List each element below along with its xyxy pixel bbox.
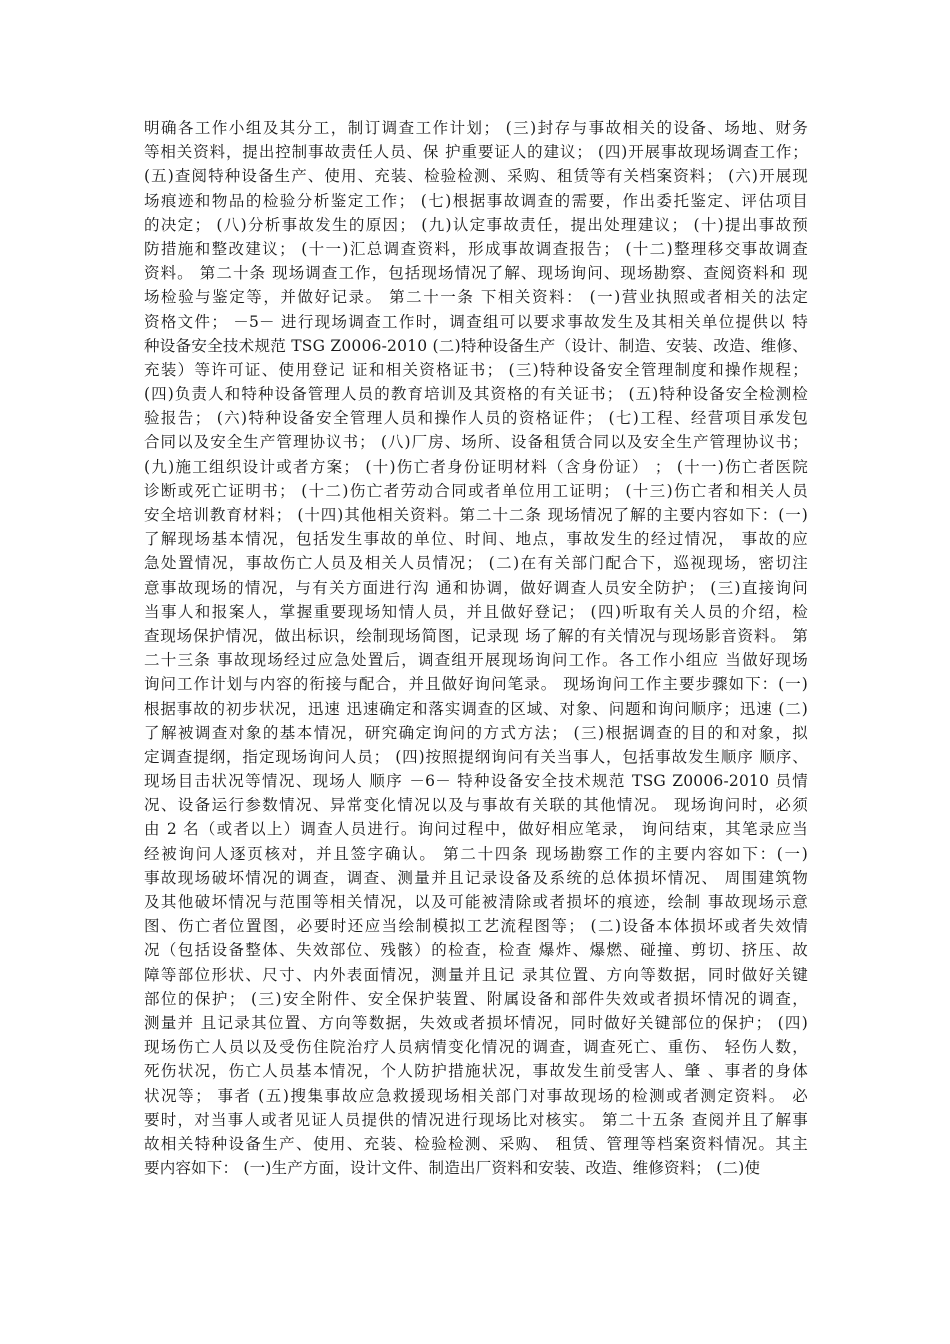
text-line: 状况等； 事者 (五)搜集事故应急救援现场相关部门对事故现场的检测或者测定资料。 必 — [144, 1086, 808, 1105]
text-line: 种设备安全技术规范 TSG Z0006-2010 (二)特种设备生产（设计、制造、安装、改造、维修、 — [144, 336, 808, 355]
text-line: 况、设备运行参数情况、异常变化情况以及与事故有关联的其他情况。 现场询问时，必须 — [144, 796, 808, 815]
text-line: 死伤状况，伤亡人员基本情况，个人防护措施状况，事故发生前受害人、肇 、事者的身体 — [144, 1062, 808, 1081]
text-line: 现场伤亡人员以及受伤住院治疗人员病情变化情况的调查，调查死亡、重伤、 轻伤人数， — [144, 1038, 808, 1057]
text-line: 了解现场基本情况，包括发生事故的单位、时间、地点，事故发生的经过情况， 事故的应 — [144, 530, 808, 549]
text-line: 合同以及安全生产管理协议书； (八)厂房、场所、设备租赁合同以及安全生产管理协议书； — [144, 433, 808, 452]
text-line: 二十三条 事故现场经过应急处置后，调查组开展现场询问工作。各工作小组应 当做好现场 — [144, 651, 808, 670]
text-line: 场痕迹和物品的检验分析鉴定工作； (七)根据事故调查的需要，作出委托鉴定、评估项目 — [144, 191, 808, 210]
text-line: 定调查提纲，指定现场询问人员； (四)按照提纲询问有关当事人，包括事故发生顺序 顺序、 — [144, 747, 808, 766]
text-line: 诊断或死亡证明书； (十二)伤亡者劳动合同或者单位用工证明； (十三)伤亡者和相关人员 — [144, 481, 808, 500]
text-line: 等相关资料，提出控制事故责任人员、保 护重要证人的建议； (四)开展事故现场调查工作； — [144, 143, 808, 162]
text-line: 验报告； (六)特种设备安全管理人员和操作人员的资格证件； (七)工程、经营项目承发包 — [144, 409, 808, 428]
text-line: 意事故现场的情况，与有关方面进行沟 通和协调，做好调查人员安全防护； (三)直接询问 — [144, 578, 808, 597]
text-line: 故相关特种设备生产、使用、充装、检验检测、采购、 租赁、管理等档案资料情况。其主 — [144, 1134, 808, 1153]
text-line: 经被询问人逐页核对，并且签字确认。 第二十四条 现场勘察工作的主要内容如下：(一) — [144, 844, 808, 863]
text-line: 急处置情况，事故伤亡人员及相关人员情况； (二)在有关部门配合下，巡视现场，密切注 — [144, 554, 808, 573]
text-line: 防措施和整改建议； (十一)汇总调查资料，形成事故调查报告； (十二)整理移交事故调查 — [144, 239, 808, 258]
text-line: 的决定； (八)分析事故发生的原因； (九)认定事故责任，提出处理建议； (十)提出事故预 — [144, 215, 808, 234]
text-line: 询问工作计划与内容的衔接与配合，并且做好询问笔录。 现场询问工作主要步骤如下：(一) — [144, 675, 808, 694]
text-line: 充装）等许可证、使用登记 证和相关资格证书； (三)特种设备安全管理制度和操作规程； — [144, 360, 808, 379]
text-line: 安全培训教育材料； (十四)其他相关资料。第二十二条 现场情况了解的主要内容如下：(一) — [144, 506, 808, 524]
text-line: (九)施工组织设计或者方案； (十)伤亡者身份证明材料（含身份证） ； (十一)伤亡者医院 — [144, 457, 808, 476]
text-line: 要内容如下： (一)生产方面，设计文件、制造出厂资料和安装、改造、维修资料； (二)使 — [144, 1159, 761, 1178]
text-line: 当事人和报案人，掌握重要现场知情人员，并且做好登记； (四)听取有关人员的介绍，检 — [144, 602, 808, 621]
text-line: 及其他破坏情况与范围等相关情况，以及可能被清除或者损坏的痕迹，绘制 事故现场示意 — [144, 893, 808, 911]
text-line: 了解被调查对象的基本情况，研究确定询问的方式方法； (三)根据调查的目的和对象，拟 — [144, 723, 808, 742]
text-line: 况（包括设备整体、失效部位、残骸）的检查，检查 爆炸、爆燃、碰撞、剪切、挤压、故 — [144, 941, 808, 960]
text-line: 要时，对当事人或者见证人员提供的情况进行现场比对核实。 第二十五条 查阅并且了解事 — [144, 1110, 808, 1129]
text-line: 场检验与鉴定等，并做好记录。 第二十一条 下相关资料： (一)营业执照或者相关的法定 — [144, 288, 808, 307]
text-line: 明确各工作小组及其分工，制订调查工作计划； (三)封存与事故相关的设备、场地、财务 — [144, 119, 808, 137]
text-line: 事故现场破坏情况的调查，调查、测量并且记录设备及系统的总体损坏情况、 周围建筑物 — [144, 868, 808, 887]
text-line: 资料。 第二十条 现场调查工作，包括现场情况了解、现场询问、现场勘察、查阅资料和 现 — [144, 264, 808, 283]
text-line: 查现场保护情况，做出标识，绘制现场简图，记录现 场了解的有关情况与现场影音资料。 第 — [144, 626, 808, 645]
text-line: 根据事故的初步状况，迅速 迅速确定和落实调查的区域、对象、问题和询问顺序；迅速 (二) — [144, 699, 808, 718]
text-line: 资格文件； －5－ 进行现场调查工作时，调查组可以要求事故发生及其相关单位提供以 特 — [144, 312, 808, 331]
text-line: 部位的保护； (三)安全附件、安全保护装置、附属设备和部件失效或者损坏情况的调查， — [144, 989, 808, 1008]
text-line: 现场目击状况等情况、现场人 顺序 －6－ 特种设备安全技术规范 TSG Z0006-2010 员情 — [144, 772, 808, 791]
text-line: 由 2 名（或者以上）调查人员进行。询问过程中，做好相应笔录， 询问结束，其笔录应当 — [144, 820, 808, 839]
text-line: 障等部位形状、尺寸、内外表面情况，测量并且记 录其位置、方向等数据，同时做好关键 — [144, 965, 808, 984]
text-line: 图、伤亡者位置图，必要时还应当绘制模拟工艺流程图等； (二)设备本体损坏或者失效情 — [144, 917, 808, 936]
text-line: 测量并 且记录其位置、方向等数据，失效或者损坏情况，同时做好关键部位的保护； (四) — [144, 1013, 808, 1032]
text-line: (五)查阅特种设备生产、使用、充装、检验检测、采购、租赁等有关档案资料； (六)开展现 — [144, 167, 808, 186]
document-body — [144, 116, 808, 1180]
text-line: (四)负责人和特种设备管理人员的教育培训及其资格的有关证书； (五)特种设备安全检测检 — [144, 385, 808, 404]
